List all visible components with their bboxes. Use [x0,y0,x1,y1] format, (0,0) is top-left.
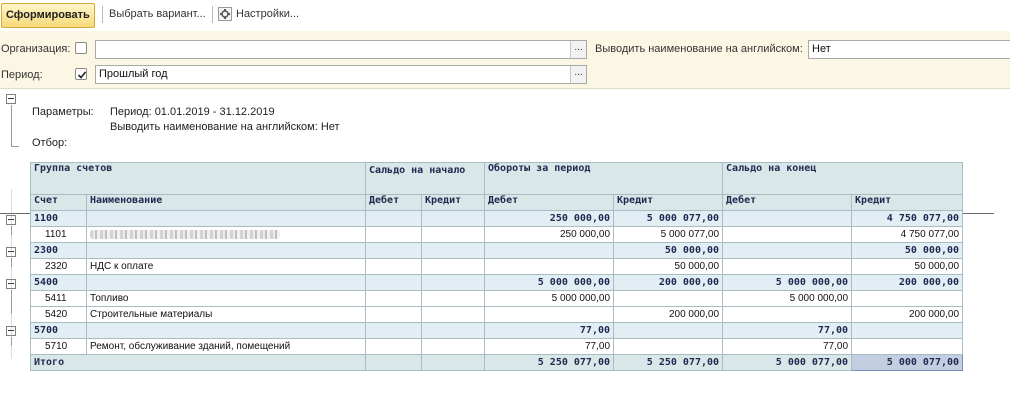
cell-closing-debit [723,243,852,259]
toolbar-separator [212,6,213,23]
row-divider [962,213,994,214]
header-opening: Сальдо на начало [366,163,485,195]
cell-opening-credit [422,323,485,339]
cell-account: 1101 [31,227,87,243]
cell-closing-credit [852,323,963,339]
cell-opening-debit [366,243,422,259]
header-closing: Сальдо на конец [723,163,963,195]
cell-name: Ремонт, обслуживание зданий, помещений [87,339,366,355]
english-name-field[interactable] [808,40,1010,59]
table-row[interactable] [31,339,963,355]
cell-opening-debit [366,291,422,307]
cell-name: Топливо [87,291,366,307]
cell-turnover-debit: 77,00 [485,323,614,339]
period-checkbox[interactable] [75,68,87,80]
table-row[interactable] [31,291,963,307]
header-name: Наименование [87,195,366,211]
organization-checkbox[interactable] [75,42,87,54]
report-area [0,89,1010,406]
cell-turnover-credit: 50 000,00 [614,243,723,259]
cell-turnover-credit: 5 000 077,00 [614,211,723,227]
organization-select-button[interactable]: ... [570,41,586,58]
header-group: Группа счетов [31,163,366,195]
cell-turnover-credit: 50 000,00 [614,259,723,275]
cell-closing-debit: 5 000 000,00 [723,275,852,291]
cell-closing-debit [723,259,852,275]
cell-turnover-credit: 200 000,00 [614,275,723,291]
cell-account: 2320 [31,259,87,275]
cell-closing-credit: 4 750 077,00 [852,227,963,243]
filter-label: Отбор: [32,137,68,149]
cell-turnover-debit: 250 000,00 [485,227,614,243]
cell-closing-debit [723,307,852,323]
cell-account: 5420 [31,307,87,323]
total-opening-debit [366,355,422,371]
cell-name-redacted [87,227,366,243]
period-field[interactable] [95,65,587,84]
total-label: Итого [31,355,366,371]
cell-opening-credit [422,307,485,323]
period-label: Период: [1,69,43,81]
cell-account: 5400 [31,275,87,291]
cell-opening-debit [366,323,422,339]
cell-opening-debit [366,259,422,275]
params-label: Параметры: [32,106,94,118]
table-group-row[interactable] [31,323,963,339]
redacted-text [90,230,280,239]
cell-closing-debit: 77,00 [723,323,852,339]
cell-opening-credit [422,291,485,307]
header-turnover: Обороты за период [485,163,723,195]
cell-turnover-debit [485,259,614,275]
cell-turnover-debit: 5 000 000,00 [485,275,614,291]
cell-turnover-debit: 5 000 000,00 [485,291,614,307]
cell-opening-debit [366,227,422,243]
cell-turnover-credit [614,291,723,307]
select-variant-button[interactable]: Выбрать вариант... [109,8,206,20]
cell-closing-debit: 77,00 [723,339,852,355]
period-select-button[interactable]: ... [570,66,586,83]
cell-name [87,275,366,291]
cell-opening-credit [422,227,485,243]
cell-closing-debit: 5 000 000,00 [723,291,852,307]
table-header-row [31,163,963,195]
cell-turnover-credit [614,339,723,355]
toolbar-separator [102,6,103,23]
cell-account: 5411 [31,291,87,307]
total-closing-debit: 5 000 077,00 [723,355,852,371]
cell-opening-debit [366,339,422,355]
cell-closing-debit [723,211,852,227]
cell-opening-credit [422,259,485,275]
cell-account: 5710 [31,339,87,355]
cell-closing-credit: 50 000,00 [852,243,963,259]
cell-turnover-debit [485,307,614,323]
cell-account: 5700 [31,323,87,339]
cell-opening-debit [366,275,422,291]
cell-opening-credit [422,243,485,259]
settings-button[interactable]: Настройки... [236,8,300,20]
cell-closing-debit [723,227,852,243]
cell-account: 2300 [31,243,87,259]
checkmark-icon [76,69,88,81]
header-turnover-debit: Дебет [485,195,614,211]
collapse-params-button[interactable] [6,94,16,104]
cell-turnover-debit [485,243,614,259]
cell-closing-credit: 200 000,00 [852,275,963,291]
cell-turnover-credit [614,323,723,339]
cell-opening-debit [366,211,422,227]
cell-name [87,323,366,339]
table-group-row[interactable] [31,243,963,259]
cell-closing-credit [852,339,963,355]
table-subheader-row [31,195,963,211]
total-opening-credit [422,355,485,371]
cell-opening-credit [422,339,485,355]
outline-line [11,105,12,146]
report-settings-form [0,31,1010,89]
period-value: Прошлый год [99,68,168,80]
header-closing-credit: Кредит [852,195,963,211]
cell-turnover-credit: 5 000 077,00 [614,227,723,243]
table-row[interactable] [31,307,963,323]
cell-name [87,243,366,259]
settings-icon[interactable] [218,7,232,21]
table-total-row[interactable] [31,355,963,371]
cell-opening-debit [366,307,422,323]
report-table [30,162,963,371]
table-group-row[interactable] [31,211,963,227]
generate-button[interactable]: Сформировать [1,3,95,28]
table-row[interactable] [31,259,963,275]
header-closing-debit: Дебет [723,195,852,211]
cell-opening-credit [422,211,485,227]
cell-closing-credit: 50 000,00 [852,259,963,275]
table-group-row[interactable] [31,275,963,291]
params-period: Период: 01.01.2019 - 31.12.2019 [110,106,275,118]
total-turnover-credit: 5 250 077,00 [614,355,723,371]
cell-closing-credit: 200 000,00 [852,307,963,323]
toolbar [0,0,1010,31]
english-name-label: Выводить наименование на английском: [595,43,803,55]
header-account: Счет [31,195,87,211]
cell-closing-credit [852,291,963,307]
cell-turnover-debit: 77,00 [485,339,614,355]
english-name-value: Нет [812,43,831,55]
params-english: Выводить наименование на английском: Нет [110,121,340,133]
cell-closing-credit: 4 750 077,00 [852,211,963,227]
total-turnover-debit: 5 250 077,00 [485,355,614,371]
organization-label: Организация: [1,43,71,55]
cell-turnover-credit: 200 000,00 [614,307,723,323]
organization-field[interactable] [95,40,587,59]
table-row[interactable] [31,227,963,243]
cell-opening-credit [422,275,485,291]
cell-name: Строительные материалы [87,307,366,323]
row-divider [0,213,30,214]
cell-turnover-debit: 250 000,00 [485,211,614,227]
cell-name [87,211,366,227]
cell-name: НДС к оплате [87,259,366,275]
total-closing-credit-selected[interactable]: 5 000 077,00 [852,355,963,371]
header-opening-credit: Кредит [422,195,485,211]
header-opening-debit: Дебет [366,195,422,211]
header-turnover-credit: Кредит [614,195,723,211]
outline-line [11,189,12,359]
cell-account: 1100 [31,211,87,227]
outline-line [11,146,19,147]
